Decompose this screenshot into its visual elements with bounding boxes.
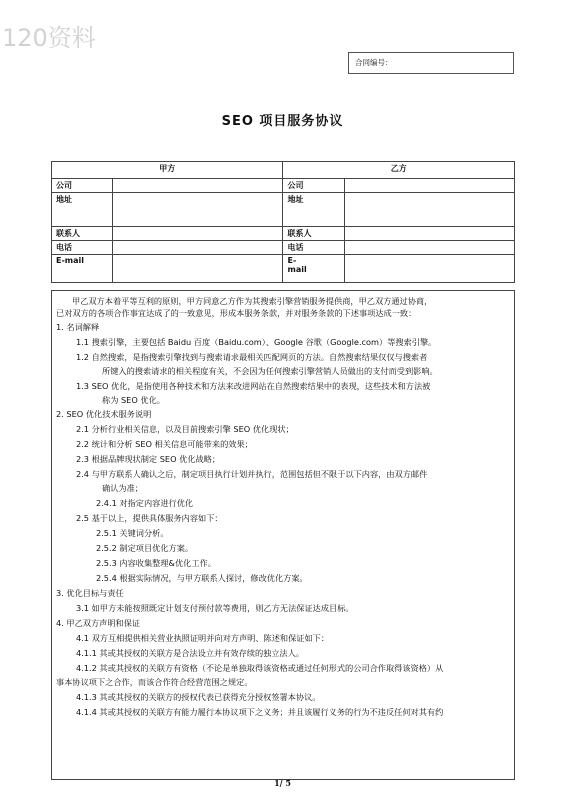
clause-4-1-4: 4.1.4 其或其授权的关联方有能力履行本协议项下之义务；并且该履行义务的行为不违反任何对其有约 [76, 707, 444, 717]
clause-2-2: 2.2 统计和分析 SEO 相关信息可能带来的效果； [76, 439, 253, 449]
section-1-heading: 1. 名词解释 [56, 322, 100, 332]
party-b-phone-value [344, 241, 514, 255]
page-number: 1/ 5 [274, 778, 291, 788]
clause-4-1-1: 4.1.1 其或其授权的关联方是合法设立并有效存续的独立法人。 [76, 648, 305, 658]
contract-number-label: 合同编号： [355, 58, 393, 67]
party-b-address-value [344, 193, 514, 227]
clause-3-1: 3.1 如甲方未能按照既定计划支付预付款等费用，则乙方无法保证达成目标。 [76, 603, 354, 613]
clause-2-5-3: 2.5.3 内容收集整理&优化工作。 [96, 558, 216, 568]
clause-2-1: 2.1 分析行业相关信息，以及目前搜索引擎 SEO 优化现状； [76, 424, 294, 434]
clause-2-5-2: 2.5.2 制定项目优化方案。 [96, 543, 194, 553]
party-b-contact-label: 联系人 [283, 227, 344, 241]
parties-table [51, 161, 515, 283]
clause-4-1-2-line-2: 事本协议项下之合作，而该合作符合经营范围之规定。 [56, 677, 253, 687]
clause-1-2-line-2: 所键入的搜索请求的相关程度有关，不会因为任何搜索引擎营销人员做出的支付而受到影响。 [102, 366, 438, 376]
party-a-company-value [113, 179, 283, 193]
clause-1-3-line-1: 1.3 SEO 优化，是指使用各种技术和方法来改进网站在自然搜索结果中的表现，这些技术和方法被 [76, 381, 431, 391]
watermark: 120资料 [2, 24, 96, 52]
section-3-heading: 3. 优化目标与责任 [56, 588, 124, 598]
party-a-contact-label: 联系人 [52, 227, 113, 241]
party-a-contact-value [113, 227, 283, 241]
party-a-email-value [113, 255, 283, 283]
clause-1-3-line-2: 称为 SEO 优化。 [102, 395, 165, 405]
party-b-contact-value [344, 227, 514, 241]
clause-2-4-line-1: 2.4 与甲方联系人确认之后，制定项目执行计划并执行，范围包括但不限于以下内容，由双方邮件 [76, 469, 428, 479]
clause-2-3: 2.3 根据品牌现状制定 SEO 优化战略； [76, 454, 221, 464]
clause-4-1-3: 4.1.3 其或其授权的关联方的授权代表已获得充分授权签署本协议。 [76, 692, 321, 702]
party-a-phone-value [113, 241, 283, 255]
clause-2-4-1: 2.4.1 对指定内容进行优化 [96, 498, 194, 508]
clause-1-2-line-1: 1.2 自然搜索，是指搜索引擎找到与搜索请求最相关匹配网页的方法。自然搜索结果仅仅与搜索者 [76, 352, 428, 362]
contract-number-box [348, 52, 514, 74]
party-b-address-label: 地址 [283, 193, 344, 227]
clause-2-5: 2.5 基于以上，提供具体服务内容如下： [76, 513, 223, 523]
party-a-phone-label: 电话 [52, 241, 113, 255]
party-b-header: 乙方 [283, 162, 515, 179]
clause-4-1-2-line-1: 4.1.2 其或其授权的关联方有资格（不论是单独取得该资格或通过任何形式的公司合作取得该资格）从 [76, 663, 444, 673]
section-2-heading: 2. SEO 优化技术服务说明 [56, 409, 152, 419]
clause-1-1: 1.1 搜索引擎，主要包括 Baidu 百度（Baidu.com）、Google 谷歌（Google.com）等搜索引擎。 [76, 337, 437, 347]
party-a-header: 甲方 [52, 162, 283, 179]
intro-line-2: 已对双方的各项合作事宜达成了的一致意见，形成本服务条款，并对服务条款的下述事项达成一致： [56, 308, 417, 318]
party-b-phone-label: 电话 [283, 241, 344, 255]
party-b-company-value [344, 179, 514, 193]
clause-4-1: 4.1 双方互相提供相关营业执照证明并向对方声明、陈述和保证如下： [76, 633, 330, 643]
agreement-body [51, 290, 515, 780]
party-a-address-value [113, 193, 283, 227]
party-b-company-label: 公司 [283, 179, 344, 193]
clause-2-4-line-2: 确认为准； [102, 483, 143, 493]
party-a-email-label: E-mail [52, 255, 113, 283]
party-a-address-label: 地址 [52, 193, 113, 227]
section-4-heading: 4. 甲乙双方声明和保证 [56, 618, 141, 628]
party-b-email-value [344, 255, 514, 283]
clause-2-5-4: 2.5.4 根据实际情况，与甲方联系人探讨，修改优化方案。 [96, 573, 308, 583]
party-a-company-label: 公司 [52, 179, 113, 193]
clause-2-5-1: 2.5.1 关键词分析。 [96, 528, 169, 538]
party-b-email-label: E- mail [283, 255, 344, 283]
document-title: SEO 项目服务协议 [221, 114, 344, 129]
intro-line-1: 甲乙双方本着平等互利的原则，甲方同意乙方作为其搜索引擎营销服务提供商，甲乙双方通过协商， [72, 296, 433, 306]
